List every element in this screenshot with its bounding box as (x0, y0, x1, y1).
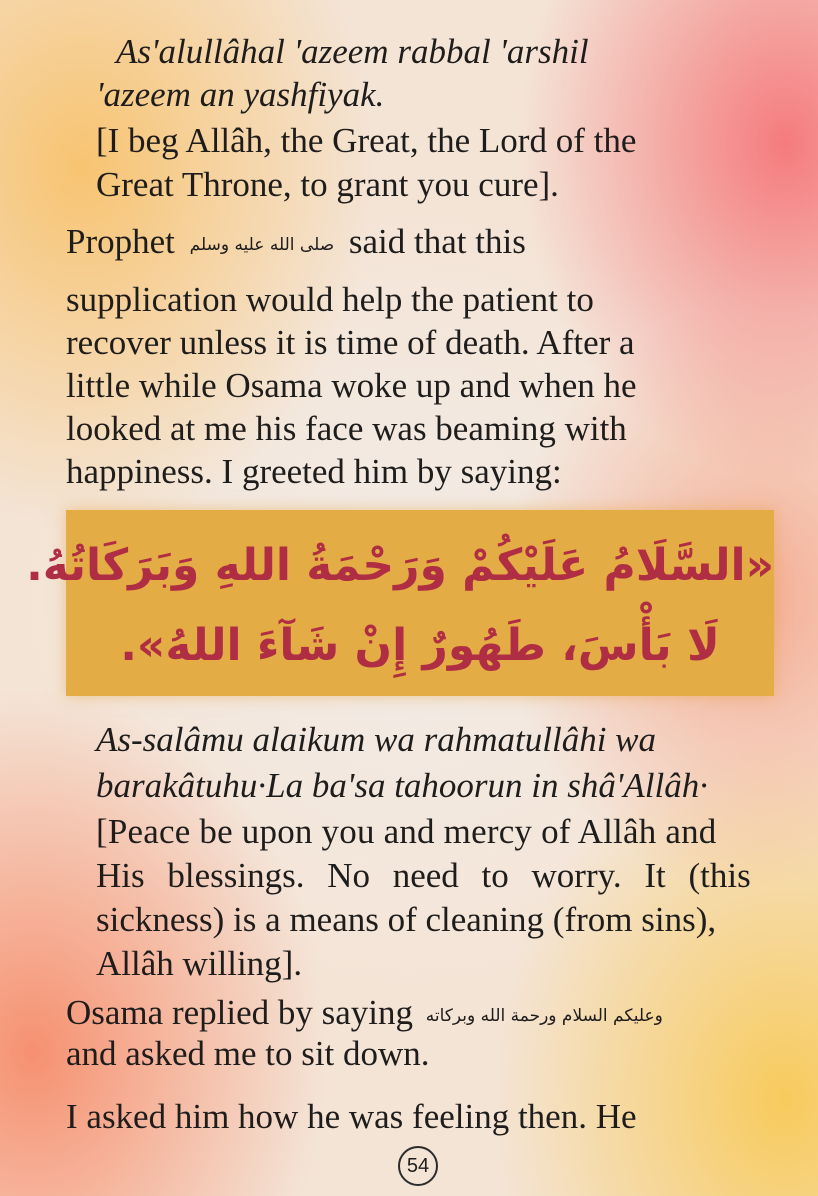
arabic-greeting-box (26, 510, 774, 696)
translit-line-4: barakâtuhu·La ba'sa tahoorun in shâ'Allâh· (96, 766, 708, 805)
translation-line-6: Allâh willing]. (96, 944, 303, 983)
paragraph-1-line: looked at me his face was beaming with (66, 409, 627, 448)
translation-line-2: Great Throne, to grant you cure]. (96, 165, 559, 204)
translation-line-5: sickness) is a means of cleaning (from sins), (96, 900, 717, 939)
salawat-inline-arabic: صلى الله عليه وسلم (189, 234, 335, 255)
said-that-this: said that this (348, 222, 526, 261)
page-number: 54 (398, 1146, 438, 1186)
paragraph-1-line: recover unless it is time of death. After a (66, 323, 635, 362)
reply-inline-arabic: وعليكم السلام ورحمة الله وبركاته (425, 1005, 663, 1026)
paragraph-3-line-1: I asked him how he was feeling then. He (66, 1097, 637, 1136)
translation-line-3: [Peace be upon you and mercy of Allâh and (96, 812, 717, 851)
translit-line-2: 'azeem an yashfiyak. (96, 75, 385, 114)
arabic-greeting-line-2: لَا بَأْسَ، طَهُورٌ إِنْ شَآءَ اللهُ». (120, 620, 720, 671)
paragraph-1-line: happiness. I greeted him by saying: (66, 452, 562, 491)
paragraph-1-line: supplication would help the patient to (66, 280, 594, 319)
paragraph-1-first-line (66, 222, 526, 262)
paragraph-1-line: little while Osama woke up and when he (66, 366, 637, 405)
translit-line-3: As-salâmu alaikum wa rahmatullâhi wa (96, 720, 657, 759)
translation-line-4: His blessings. No need to worry. It (this (96, 856, 751, 895)
translit-line-1: As'alullâhal 'azeem rabbal 'arshil (116, 32, 589, 71)
paragraph-2-first-line (66, 993, 663, 1033)
arabic-greeting-line-1: «السَّلَامُ عَلَيْكُمْ وَرَحْمَةُ اللهِ وَبَرَكَاتُهُ. (26, 540, 774, 591)
paragraph-2-line-2: and asked me to sit down. (66, 1034, 430, 1073)
translation-line-1: [I beg Allâh, the Great, the Lord of the (96, 121, 637, 160)
prophet-word: Prophet (66, 222, 175, 261)
osama-replied: Osama replied by saying (66, 993, 413, 1032)
